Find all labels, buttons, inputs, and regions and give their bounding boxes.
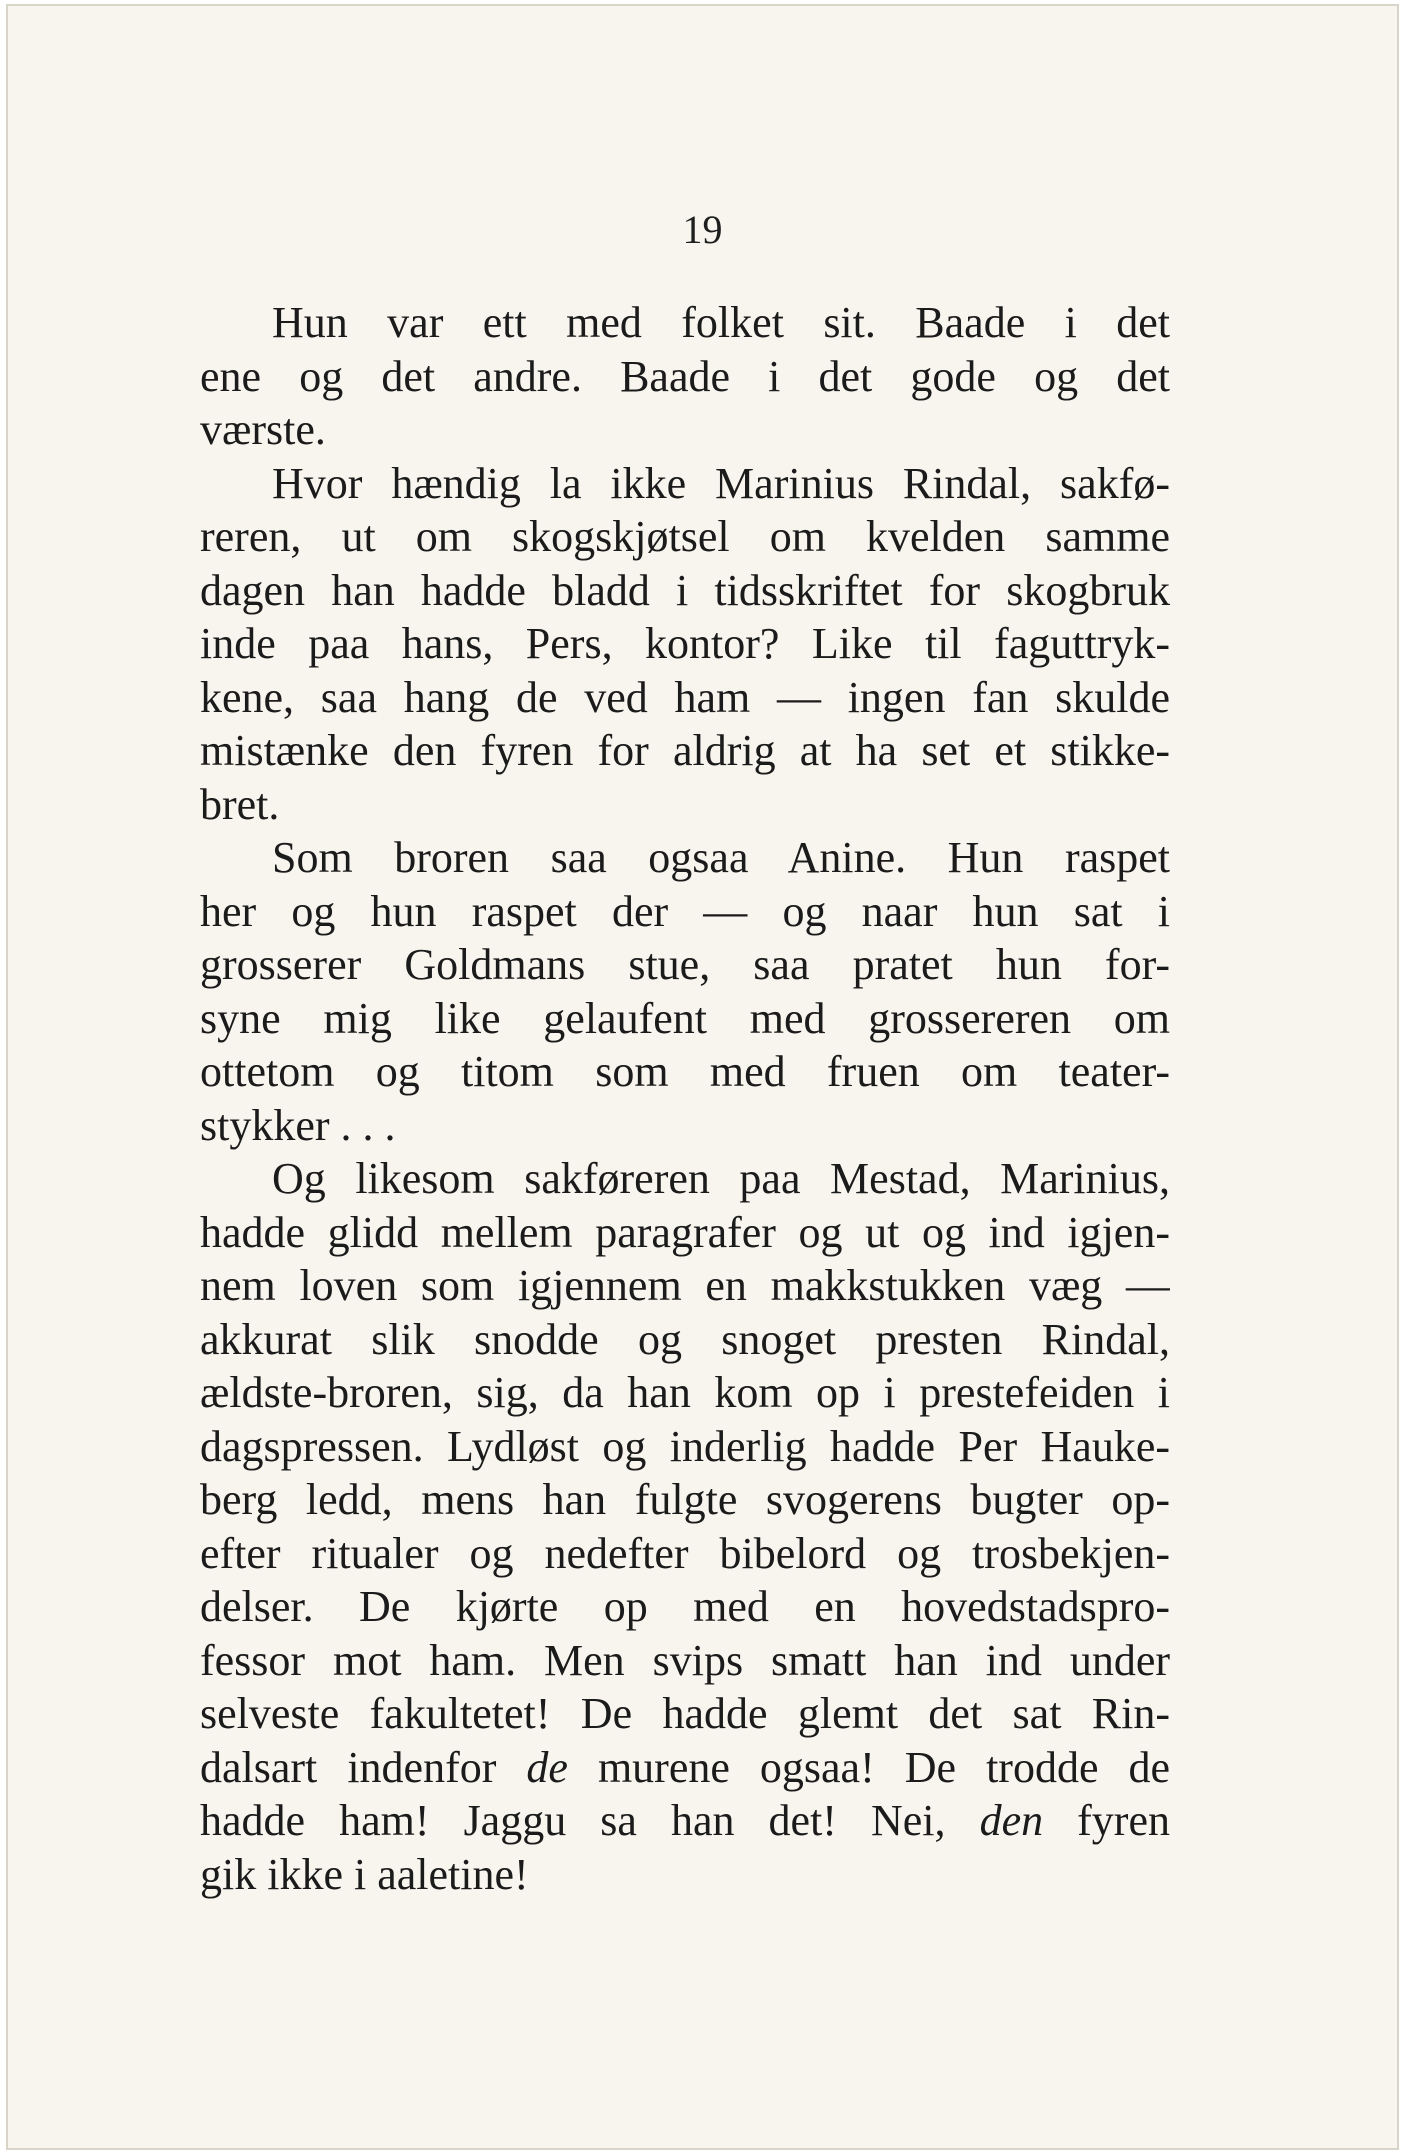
text-line: bret.	[200, 779, 280, 829]
text-line: Som broren saa ogsaa Anine. Hun raspet	[272, 833, 1170, 882]
text-line: stykker . . .	[200, 1100, 396, 1150]
text-line: selveste fakultetet! De hadde glemt det sat Rin-	[200, 1689, 1170, 1738]
text-line: hadde glidd mellem paragrafer og ut og ind igjen-	[200, 1207, 1170, 1257]
book-page	[6, 4, 1399, 2150]
text-line: dagen han hadde bladd i tidsskriftet for skogbruk	[200, 565, 1170, 615]
text-line: dagspressen. Lydløst og inderlig hadde Per Hauke-	[200, 1421, 1170, 1471]
text-line: syne mig like gelaufent med grossereren om	[200, 993, 1170, 1043]
text-line: delser. De kjørte op med en hovedstadspro-	[200, 1582, 1170, 1631]
text-line: kene, saa hang de ved ham — ingen fan skulde	[200, 672, 1170, 722]
body-text	[200, 296, 1170, 1901]
text-line: fessor mot ham. Men svips smatt han ind under	[200, 1635, 1170, 1685]
text-line: ottetom og titom som med fruen om teater-	[200, 1047, 1170, 1096]
text-line: ældste-broren, sig, da han kom op i prestefeiden i	[200, 1368, 1170, 1417]
text-line: hadde ham! Jaggu sa han det! Nei, den fyren	[200, 1796, 1170, 1845]
text-line: inde paa hans, Pers, kontor? Like til faguttryk-	[200, 619, 1170, 668]
text-line: efter ritualer og nedefter bibelord og trosbekjen-	[200, 1528, 1170, 1578]
text-line: akkurat slik snodde og snoget presten Rindal,	[200, 1314, 1170, 1364]
text-line: nem loven som igjennem en makkstukken væg —	[200, 1261, 1170, 1310]
text-line: dalsart indenfor de murene ogsaa! De trodde de	[200, 1742, 1170, 1792]
emphasis: den	[979, 1796, 1044, 1845]
text-line: værste.	[200, 405, 326, 454]
text-line: grosserer Goldmans stue, saa pratet hun for-	[200, 940, 1170, 989]
text-line: berg ledd, mens han fulgte svogerens bugter op-	[200, 1475, 1170, 1524]
text-line: ene og det andre. Baade i det gode og det	[200, 351, 1170, 401]
text-line: gik ikke i aaletine!	[200, 1849, 529, 1899]
text-line: Og likesom sakføreren paa Mestad, Marinius,	[272, 1154, 1170, 1203]
text-line: Hvor hændig la ikke Marinius Rindal, sakfø-	[272, 458, 1170, 508]
page-number: 19	[682, 207, 723, 252]
text-line: her og hun raspet der — og naar hun sat i	[200, 886, 1170, 936]
text-line: mistænke den fyren for aldrig at ha set et stikke-	[200, 726, 1170, 775]
text-line: Hun var ett med folket sit. Baade i det	[272, 298, 1170, 347]
text-line: reren, ut om skogskjøtsel om kvelden samme	[200, 512, 1170, 561]
emphasis: de	[526, 1742, 568, 1792]
